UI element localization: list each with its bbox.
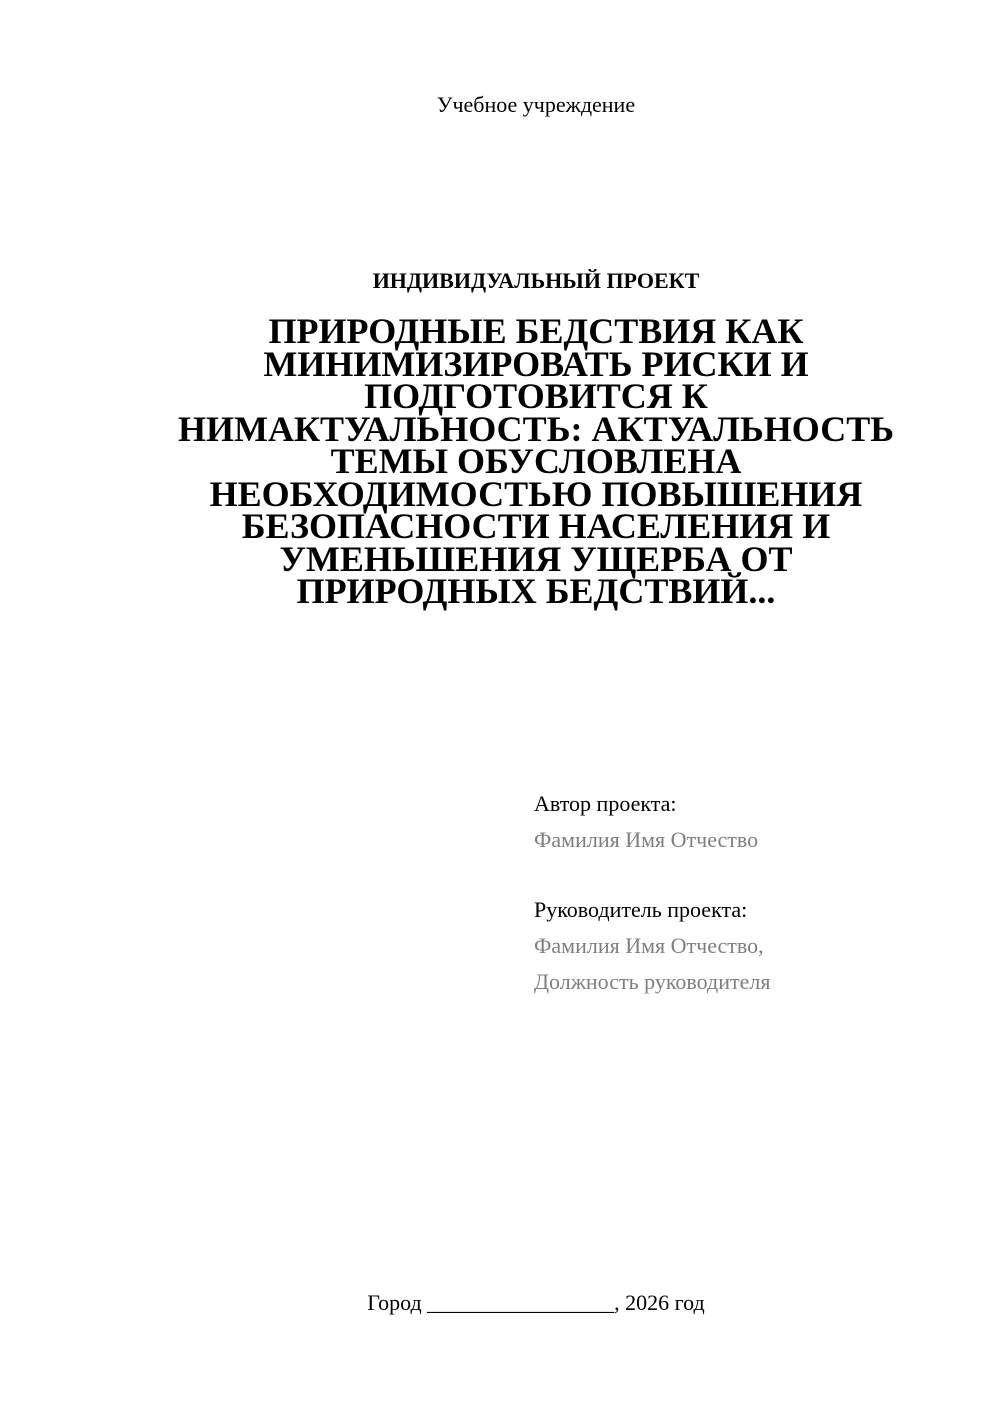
author-name: Фамилия Имя Отчество [534, 827, 759, 852]
city-year: Город _________________, 2026 год [367, 1290, 705, 1315]
title-line: НЕОБХОДИМОСТЬЮ ПОВЫШЕНИЯ [209, 473, 863, 514]
title-line: ТЕМЫ ОБУСЛОВЛЕНА [330, 441, 742, 481]
supervisor-position: Должность руководителя [534, 969, 771, 994]
title-line: БЕЗОПАСНОСТИ НАСЕЛЕНИЯ И [241, 506, 831, 546]
author-label: Автор проекта: [534, 791, 677, 816]
title-line: УМЕНЬШЕНИЯ УЩЕРБА ОТ [279, 538, 793, 579]
document-type: ИНДИВИДУАЛЬНЫЙ ПРОЕКТ [372, 268, 700, 293]
project-title [130, 311, 942, 611]
title-line: ПОДГОТОВИТСЯ К [364, 376, 708, 416]
supervisor-block [534, 892, 954, 1000]
supervisor-name: Фамилия Имя Отчество, [534, 933, 764, 958]
title-line: МИНИМИЗИРОВАТЬ РИСКИ И [263, 343, 809, 384]
title-line: НИМАКТУАЛЬНОСТЬ: АКТУАЛЬНОСТЬ [177, 408, 895, 449]
title-line: ПРИРОДНЫЕ БЕДСТВИЯ КАК [268, 311, 804, 351]
institution-name: Учебное учреждение [436, 92, 636, 117]
supervisor-label: Руководитель проекта: [534, 897, 748, 922]
author-block [534, 786, 954, 858]
title-line: ПРИРОДНЫХ БЕДСТВИЙ... [296, 571, 776, 611]
